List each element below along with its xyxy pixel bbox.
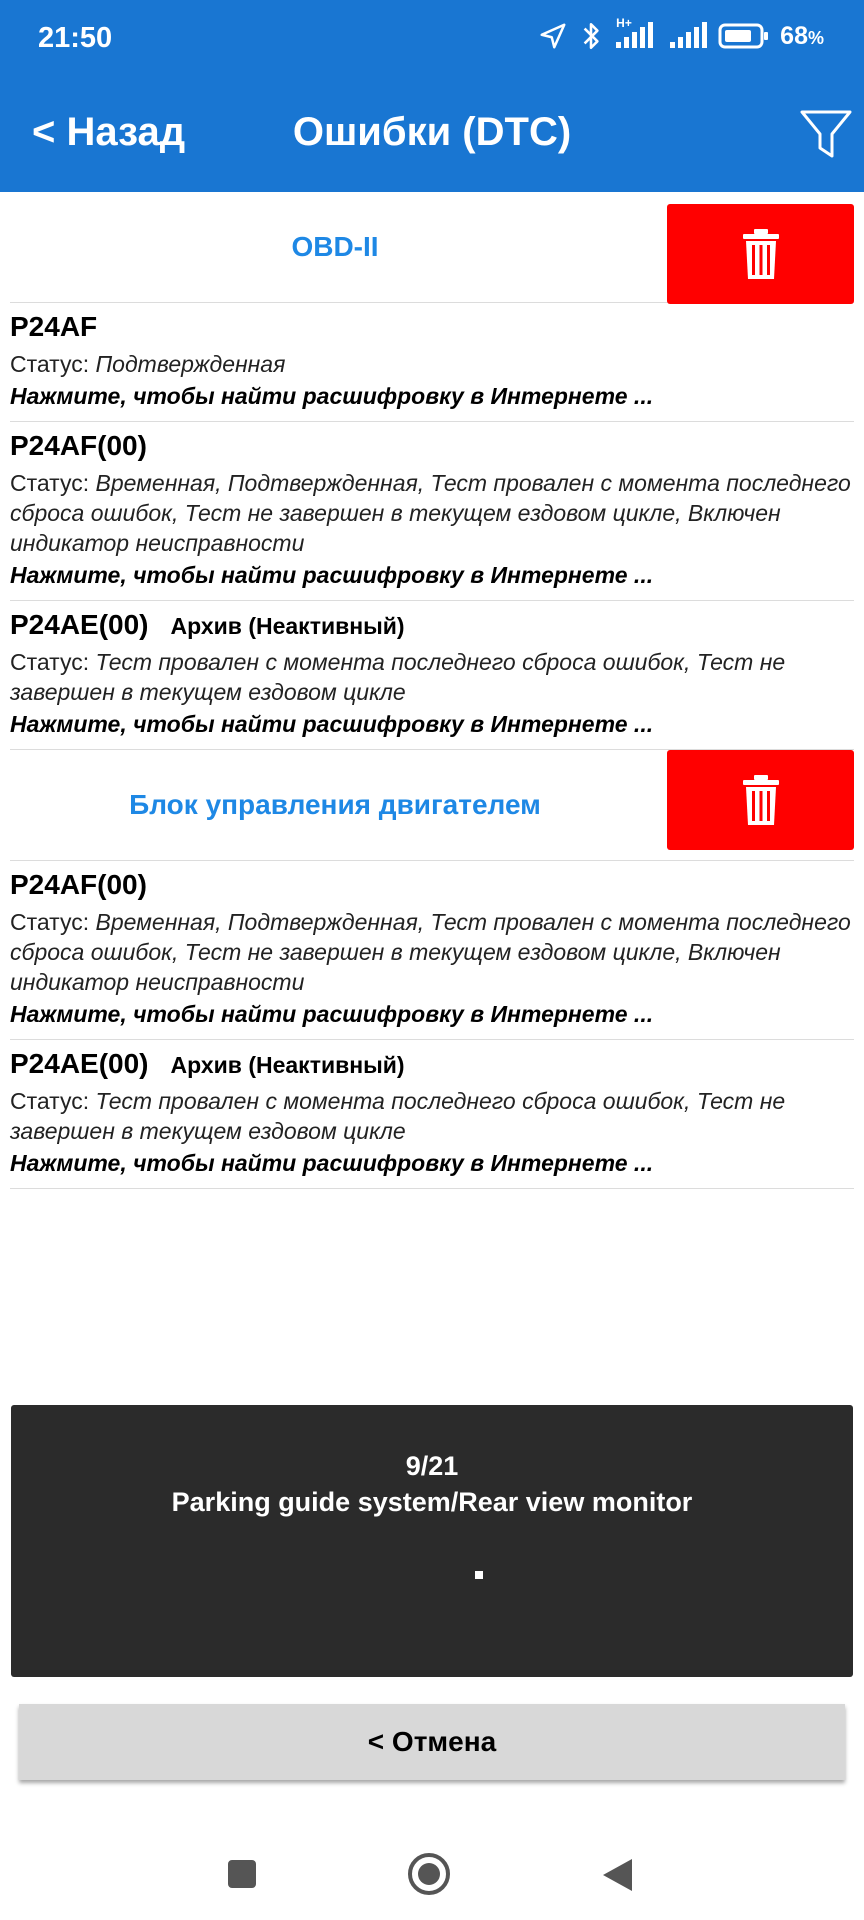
- scan-progress-dialog: [11, 1405, 853, 1677]
- progress-indicator: [475, 1571, 483, 1579]
- progress-module-name: Parking guide system/Rear view monitor: [171, 1487, 693, 1517]
- dtc-code: P24AF: [10, 311, 98, 342]
- progress-count: 9/21: [405, 1451, 459, 1481]
- dtc-code: P24AF(00): [10, 430, 147, 461]
- section-title: OBD-II: [291, 231, 379, 262]
- cancel-button[interactable]: < Отмена: [19, 1704, 845, 1780]
- trash-icon: [741, 227, 781, 281]
- dtc-item[interactable]: [10, 303, 854, 422]
- dtc-archive-tag: Архив (Неактивный): [170, 613, 405, 639]
- section-header-engine: [10, 750, 854, 861]
- filter-button[interactable]: [796, 104, 856, 164]
- home-circle-icon: [407, 1852, 451, 1896]
- network-type-label: H+: [616, 16, 632, 30]
- status-bar: [0, 0, 864, 80]
- delete-button[interactable]: [667, 204, 854, 304]
- signal-icon: [668, 22, 708, 50]
- trash-icon: [741, 773, 781, 827]
- dtc-list: [0, 192, 864, 1189]
- dtc-search-link[interactable]: Нажмите, чтобы найти расшифровку в Интернете ...: [10, 562, 654, 588]
- delete-button[interactable]: [667, 750, 854, 850]
- section-title: Блок управления двигателем: [129, 789, 541, 820]
- back-nav-button[interactable]: [600, 1856, 634, 1899]
- back-button[interactable]: < Назад: [32, 110, 186, 154]
- dtc-status: Статус: Тест провален с момента последнего сброса ошибок, Тест не завершен в текущем ездовом цикле: [10, 649, 786, 705]
- status-icons: [538, 16, 824, 52]
- dtc-status: Статус: Тест провален с момента последнего сброса ошибок, Тест не завершен в текущем ездовом цикле: [10, 1088, 786, 1144]
- dtc-item[interactable]: [10, 422, 854, 601]
- dtc-search-link[interactable]: Нажмите, чтобы найти расшифровку в Интернете ...: [10, 383, 654, 409]
- dtc-archive-tag: Архив (Неактивный): [170, 1052, 405, 1078]
- dtc-code: P24AE(00): [10, 1048, 149, 1079]
- recents-button[interactable]: [226, 1858, 258, 1895]
- bluetooth-icon: [578, 20, 604, 52]
- dtc-item[interactable]: [10, 1040, 854, 1189]
- dtc-item[interactable]: [10, 601, 854, 750]
- home-button[interactable]: [407, 1852, 451, 1901]
- dtc-code: P24AF(00): [10, 869, 147, 900]
- page-title: Ошибки (DTC): [292, 110, 572, 154]
- dtc-status: Статус: Временная, Подтвержденная, Тест провален с момента последнего сброса ошибок, Тест не завершен в текущем ездовом цикле, Включен индикатор неисправности: [10, 909, 851, 995]
- section-header-obd2: [10, 192, 854, 303]
- dtc-search-link[interactable]: Нажмите, чтобы найти расшифровку в Интернете ...: [10, 1150, 654, 1176]
- square-icon: [226, 1858, 258, 1890]
- app-bar: [0, 80, 864, 192]
- battery-level: 68%: [780, 21, 824, 50]
- dtc-code: P24AE(00): [10, 609, 149, 640]
- status-time: 21:50: [38, 22, 113, 54]
- mobile-signal-1: [614, 16, 658, 50]
- dtc-search-link[interactable]: Нажмите, чтобы найти расшифровку в Интернете ...: [10, 1001, 654, 1027]
- triangle-back-icon: [600, 1856, 634, 1894]
- battery-icon: [718, 22, 770, 50]
- dtc-item[interactable]: [10, 861, 854, 1040]
- location-arrow-icon: [538, 21, 568, 51]
- filter-icon: [796, 104, 856, 164]
- system-nav-bar: [0, 1830, 864, 1920]
- dtc-status: Статус: Временная, Подтвержденная, Тест провален с момента последнего сброса ошибок, Тест не завершен в текущем ездовом цикле, Включен индикатор неисправности: [10, 470, 851, 556]
- dtc-search-link[interactable]: Нажмите, чтобы найти расшифровку в Интернете ...: [10, 711, 654, 737]
- dtc-status: Статус: Подтвержденная: [10, 351, 286, 377]
